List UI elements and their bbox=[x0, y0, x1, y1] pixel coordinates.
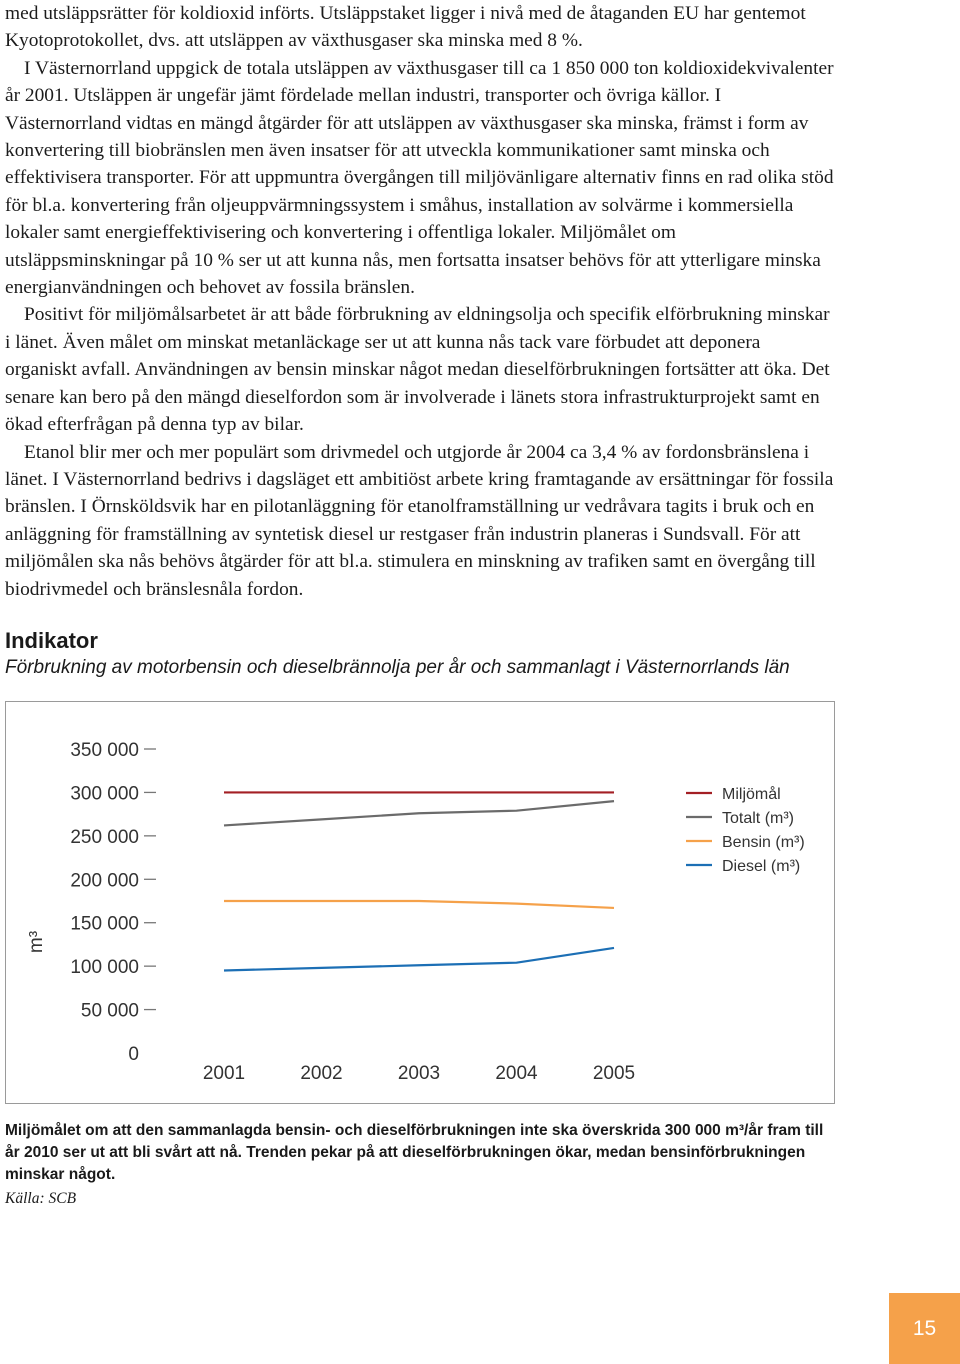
paragraph-2: I Västernorrland uppgick de totala utsläppen av växthusgaser till ca 1 850 000 ton koldioxidekvivalenter år 2001. Utsläppen är ungefär jämt fördelade mellan industri, transporter och övriga källor. I Västernorrland vidtas en mängd åtgärder för att utsläppen av växthusgaser ska minska, främst i form av konvertering till biobränslen men även insatser för att utveckla kommunikationer samt minska och effektivisera transporter. För att uppmuntra övergången till miljövänligare alternativ finns en rad olika stöd för bl.a. konvertering från oljeuppvärmningssystem i småhus, installation av solvärme i kommersiella lokaler samt energieffektivisering och konvertering i offentliga lokaler. Miljömålet om utsläppsminskningar på 10 % ser ut att kunna nås, men fortsatta insatser behövs för att ytterligare minska energianvändningen och behovet av fossila bränslen. bbox=[5, 57, 834, 299]
body-text bbox=[5, 0, 835, 603]
chart-svg bbox=[6, 702, 836, 1105]
y-tick-label: 100 000 bbox=[70, 957, 139, 979]
legend-label: Miljömål bbox=[722, 786, 781, 803]
y-tick-label: 50 000 bbox=[80, 1000, 139, 1022]
legend-label: Diesel (m³) bbox=[722, 858, 801, 875]
y-axis-label: m³ bbox=[26, 930, 47, 954]
y-tick-label: 300 000 bbox=[70, 783, 139, 805]
legend-label: Totalt (m³) bbox=[722, 810, 794, 827]
x-tick-label: 2001 bbox=[202, 1063, 246, 1084]
y-tick-label: 150 000 bbox=[70, 913, 139, 935]
page-number: 15 bbox=[912, 1316, 937, 1340]
page-number-box bbox=[889, 1293, 960, 1364]
legend-label: Bensin (m³) bbox=[722, 834, 805, 851]
x-tick-label: 2004 bbox=[495, 1063, 538, 1084]
x-tick-label: 2002 bbox=[300, 1063, 343, 1084]
paragraph-1: med utsläppsrätter för koldioxid införts. Utsläppstaket ligger i nivå med de åtaganden EU har gentemot Kyotoprotokollet, dvs. att utsläppen av växthusgaser ska minska med 8 %. bbox=[5, 3, 806, 52]
y-tick-label: 0 bbox=[128, 1044, 139, 1065]
x-tick-label: 2005 bbox=[592, 1063, 636, 1084]
series-line-1 bbox=[224, 801, 614, 825]
chart-caption: Miljömålet om att den sammanlagda bensin- och dieselförbrukningen inte ska överskrida 300 000 m³/år fram till år 2010 ser ut att bli svårt att nå. Trenden pekar på att dieselförbrukningen ökar, medan bensinförbrukningen minskar något. bbox=[5, 1122, 824, 1183]
paragraph-3: Positivt för miljömålsarbetet är att både förbrukning av eldningsolja och specifik elförbrukning minskar i länet. Även målet om minskat metanläckage ser ut att kunna nås tack vare förbudet att deponera organiskt avfall. Användningen av bensin minskar något medan dieselförbrukningen fortsätter att öka. Det senare kan bero på den mängd dieselfordon som är involverade i länets stora infrastrukturprojekt samt en ökad efterfrågan på denna typ av bilar. bbox=[5, 304, 830, 436]
y-tick-label: 250 000 bbox=[70, 826, 139, 848]
chart-frame bbox=[5, 701, 835, 1104]
y-tick-label: 350 000 bbox=[70, 740, 139, 761]
y-tick-label: 200 000 bbox=[70, 870, 139, 892]
series-line-3 bbox=[224, 948, 614, 971]
indicator-subtitle: Förbrukning av motorbensin och dieselbrännolja per år och sammanlagt i Västernorrlands län bbox=[5, 657, 790, 678]
indicator-heading: Indikator bbox=[5, 628, 98, 653]
paragraph-4: Etanol blir mer och mer populärt som drivmedel och utgjorde år 2004 ca 3,4 % av fordonsbränslena i länet. I Västernorrland bedrivs i dagsläget ett ambitiöst arbete kring framtagande av ersättningar för fossila bränslen. I Örnsköldsvik har en pilotanläggning för etanolframställning ur vedråvara tagits i bruk och en anläggning för framställning av syntetisk diesel ur restgaser från industrin planeras i Sundsvall. För att miljömålen ska nås behövs åtgärder för att bl.a. stimulera en minskning av trafiken samt en övergång till biodrivmedel och bränslesnåla fordon. bbox=[5, 441, 834, 600]
source-note: Källa: SCB bbox=[5, 1190, 77, 1207]
series-line-2 bbox=[224, 901, 614, 908]
x-tick-label: 2003 bbox=[397, 1063, 441, 1084]
